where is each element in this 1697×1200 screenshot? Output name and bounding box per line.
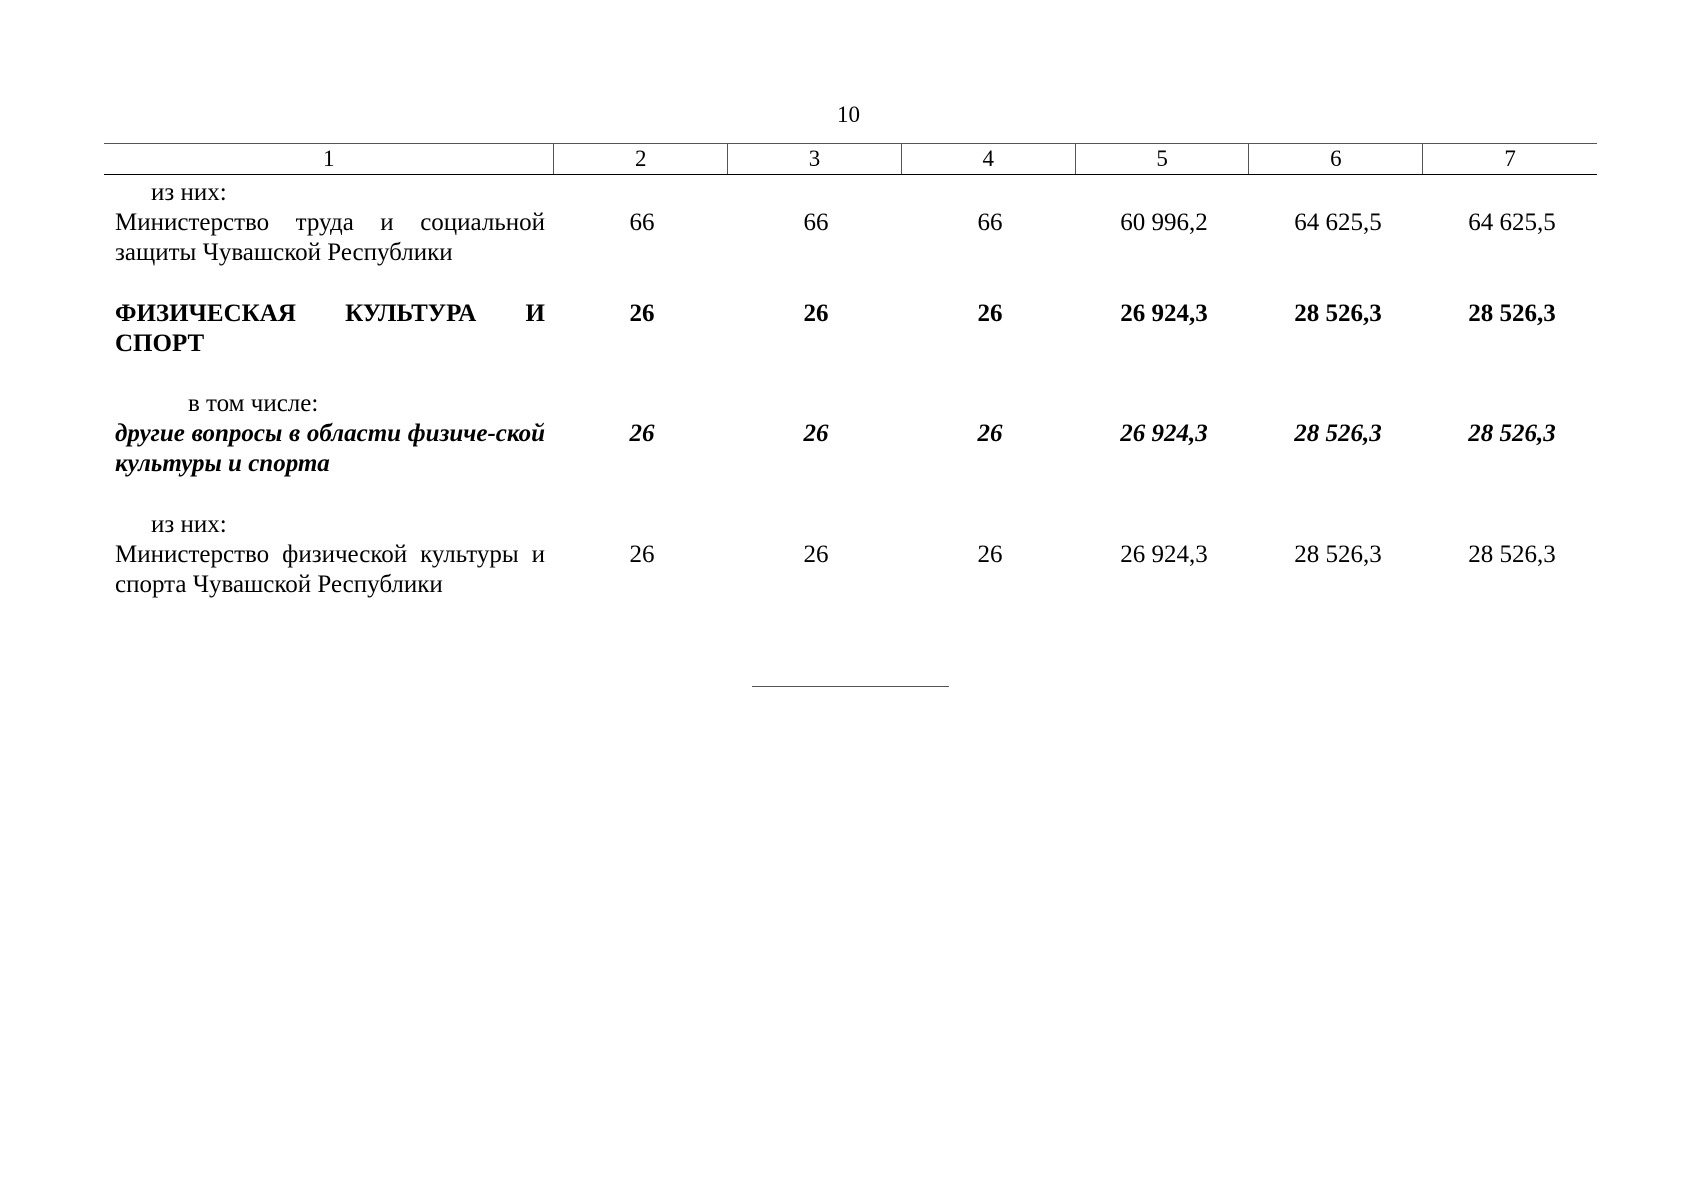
column-header: 5 xyxy=(1076,144,1250,174)
row-sublabel: в том числе: xyxy=(188,390,319,417)
table-cell: 26 xyxy=(977,420,1003,447)
table-cell: 26 xyxy=(803,420,829,447)
table-cell: 26 xyxy=(803,541,829,568)
row-label xyxy=(115,299,545,359)
column-header: 2 xyxy=(554,144,728,174)
column-header: 4 xyxy=(902,144,1076,174)
row-sublabel: из них: xyxy=(151,179,227,206)
table-cell: 28 526,3 xyxy=(1294,420,1382,447)
row-label-line: ФИЗИЧЕСКАЯ КУЛЬТУРА И xyxy=(115,300,545,327)
row-label: Министерство физической культуры и спорта Чувашской Республики xyxy=(115,541,545,598)
row-label: другие вопросы в области физиче-ской культуры и спорта xyxy=(115,420,545,477)
column-header: 3 xyxy=(728,144,902,174)
table-cell: 66 xyxy=(629,209,655,236)
table-cell: 66 xyxy=(977,209,1003,236)
column-header: 7 xyxy=(1504,146,1516,171)
table-cell: 26 xyxy=(629,541,655,568)
table-cell: 26 xyxy=(977,541,1003,568)
column-header: 6 xyxy=(1249,144,1423,174)
table-cell: 64 625,5 xyxy=(1468,209,1556,236)
end-rule xyxy=(752,686,949,687)
table-cell: 26 xyxy=(977,300,1003,327)
table-cell: 26 924,3 xyxy=(1120,420,1208,447)
table-cell: 28 526,3 xyxy=(1468,541,1556,568)
table-cell: 64 625,5 xyxy=(1294,209,1382,236)
table-cell: 28 526,3 xyxy=(1468,300,1556,327)
table-header xyxy=(104,143,1597,175)
table-cell: 60 996,2 xyxy=(1120,209,1208,236)
row-label: Министерство труда и социальной защиты Чувашской Республики xyxy=(115,209,545,266)
table-cell: 66 xyxy=(803,209,829,236)
table-cell: 28 526,3 xyxy=(1468,420,1556,447)
table-cell: 26 924,3 xyxy=(1120,541,1208,568)
column-header: 1 xyxy=(104,144,554,174)
page-number: 10 xyxy=(837,102,860,127)
table-cell: 28 526,3 xyxy=(1294,300,1382,327)
row-label-line: СПОРТ xyxy=(115,330,205,357)
table-cell: 28 526,3 xyxy=(1294,541,1382,568)
table-cell: 26 xyxy=(803,300,829,327)
row-sublabel: из них: xyxy=(151,511,227,538)
table-cell: 26 xyxy=(629,420,655,447)
table-cell: 26 xyxy=(629,300,655,327)
table-cell: 26 924,3 xyxy=(1120,300,1208,327)
